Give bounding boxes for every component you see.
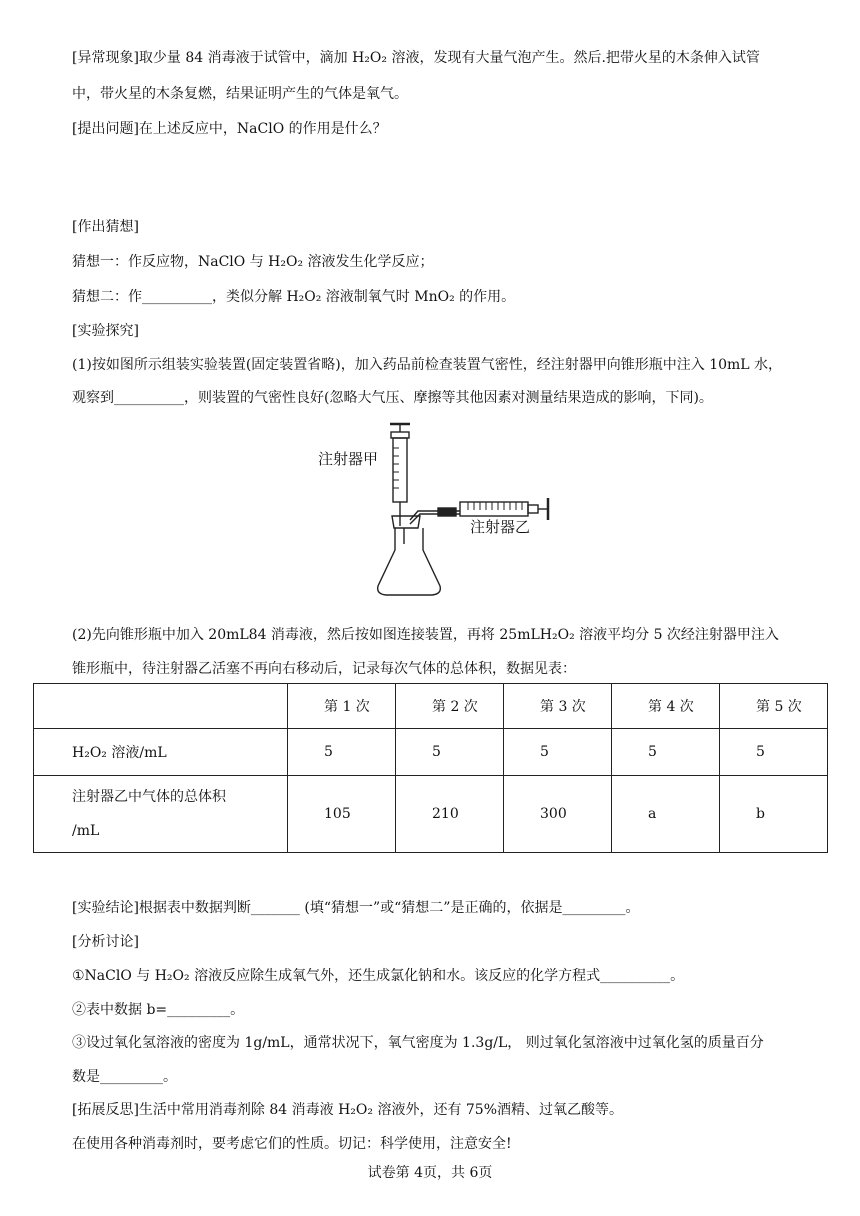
page-footer: 试卷第 4页，共 6页 <box>367 1165 493 1181</box>
table-cell: a <box>612 776 720 853</box>
paragraph-safety: 在使用各种消毒剂时，要考虑它们的性质。切记：科学使用，注意安全! <box>72 1136 512 1152</box>
experiment-step-2-line-2: 锥形瓶中，待注射器乙活塞不再向右移动后，记录每次气体的总体积，数据见表： <box>72 661 576 677</box>
table-cell: b <box>720 776 828 853</box>
gas-volume-label-line-2: /mL <box>72 823 100 839</box>
table-header-cell: 第 1 次 <box>288 684 396 729</box>
apparatus-figure <box>300 418 560 603</box>
table-cell: 5 <box>720 729 828 776</box>
table-row <box>34 729 828 776</box>
section-hypothesis: [作出猜想] <box>72 219 139 235</box>
table-cell: 5 <box>396 729 504 776</box>
table-row <box>34 776 828 853</box>
hypothesis-2: 猜想二：作__________，类似分解 H₂O₂ 溶液制氧气时 MnO₂ 的作用。 <box>72 289 516 305</box>
discussion-item-3-line-2: 数是_________。 <box>72 1069 177 1085</box>
discussion-item-3-line-1: ③设过氧化氢溶液的密度为 1g/mL，通常状况下，氧气密度为 1.3g/L， 则过氧化氢溶液中过氧化氢的质量百分 <box>72 1035 764 1051</box>
table-cell-h2o2-label: H₂O₂ 溶液/mL <box>34 729 288 776</box>
table-header-row <box>34 684 828 729</box>
table-cell: 5 <box>612 729 720 776</box>
gas-volume-label-line-1: 注射器乙中气体的总体积 <box>72 789 226 805</box>
section-experiment: [实验探究] <box>72 323 139 339</box>
paragraph-conclusion: [实验结论]根据表中数据判断_______ (填“猜想一”或“猜想二”是正确的，依据是_________。 <box>72 900 640 916</box>
paragraph-reflection: [拓展反思]生活中常用消毒剂除 84 消毒液 H₂O₂ 溶液外，还有 75%酒精、过氧乙酸等。 <box>72 1102 624 1118</box>
paragraph-abnormal-phenomenon-1: [异常现象]取少量 84 消毒液于试管中，滴加 H₂O₂ 溶液，发现有大量气泡产生。然后.把带火星的木条伸入试管 <box>72 50 760 66</box>
discussion-item-2: ②表中数据 b=_________。 <box>72 1002 245 1018</box>
table-header-cell: 第 4 次 <box>612 684 720 729</box>
table-cell-gas-volume-label <box>34 776 288 853</box>
gas-volume-table <box>33 683 828 853</box>
discussion-item-1: ①NaClO 与 H₂O₂ 溶液反应除生成氧气外，还生成氯化钠和水。该反应的化学方程式__________。 <box>72 968 685 984</box>
table-header-cell: 第 5 次 <box>720 684 828 729</box>
syringe-a-label: 注射器甲 <box>318 450 379 468</box>
hypothesis-1: 猜想一：作反应物，NaClO 与 H₂O₂ 溶液发生化学反应； <box>72 254 434 270</box>
apparatus-diagram <box>300 418 560 603</box>
section-discussion: [分析讨论] <box>72 934 139 950</box>
table-cell: 5 <box>288 729 396 776</box>
experiment-step-1-line-2: 观察到__________，则装置的气密性良好(忽略大气压、摩擦等其他因素对测量结果造成的影响，下同)。 <box>72 390 713 406</box>
table-header-cell: 第 3 次 <box>504 684 612 729</box>
table-header-cell: 第 2 次 <box>396 684 504 729</box>
paragraph-abnormal-phenomenon-2: 中，带火星的木条复燃，结果证明产生的气体是氧气。 <box>72 86 408 102</box>
table-cell: 5 <box>504 729 612 776</box>
table-cell: 210 <box>396 776 504 853</box>
paragraph-question: [提出问题]在上述反应中，NaClO 的作用是什么？ <box>72 121 387 137</box>
table-cell: 105 <box>288 776 396 853</box>
syringe-b-label: 注射器乙 <box>470 518 531 536</box>
experiment-step-2-line-1: (2)先向锥形瓶中加入 20mL84 消毒液，然后按如图连接装置，再将 25mLH₂O₂ 溶液平均分 5 次经注射器甲注入 <box>72 627 779 643</box>
experiment-step-1-line-1: (1)按如图所示组装实验装置(固定装置省略)，加入药品前检查装置气密性，经注射器甲向锥形瓶中注入 10mL 水， <box>72 357 783 373</box>
table-cell: 300 <box>504 776 612 853</box>
table-header-cell <box>34 684 288 729</box>
